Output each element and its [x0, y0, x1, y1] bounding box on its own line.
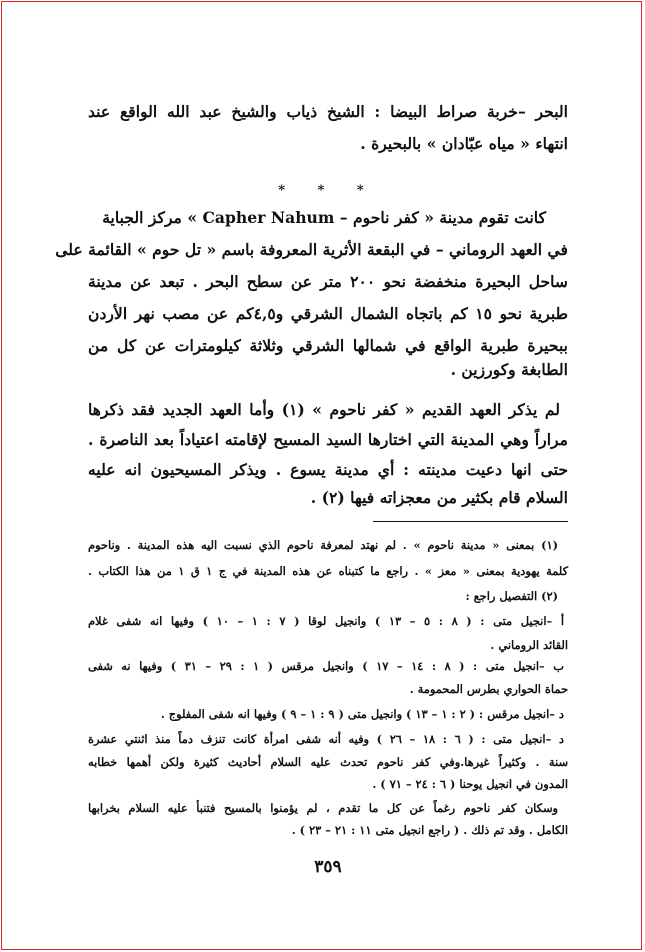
footnote-separator — [373, 521, 568, 522]
footnote-line: المدون في انجيل يوحنا ( ٦ : ٢٤ – ٧١ ) . — [372, 777, 568, 791]
text-line: السلام قام بكثير من معجزاته فيها (٢) . — [310, 488, 568, 507]
text-line: طبرية نحو ١٥ كم باتجاه الشمال الشرقي و٤,٥كم عن مصب نهر الأردن — [88, 304, 568, 323]
text-line: حتى انها دعيت مدينته : أي مدينة يسوع . ويذكر المسيحيون انه عليه — [88, 460, 568, 479]
text-line: مراراً وهي المدينة التي اختارها السيد المسيح لإقامته اعتياداً بعد الناصرة . — [88, 430, 568, 449]
footnote-line: ب –انجيل متى : ( ٨ : ١٤ – ١٧ ) وانجيل مرقس ( ١ : ٢٩ – ٣١ ) وفيها نه شفى — [88, 659, 564, 673]
text-line: ببحيرة طبرية الواقع في شمالها الشرقي وثلاثة كيلومترات عن كل من — [88, 336, 568, 355]
footnote-line: الكامل . وقد تم ذلك . ( راجع انجيل متى ١١ : ٢١ – ٢٣ ) . — [291, 823, 568, 837]
footnote-line: (١) بمعنى « مدينة ناحوم » . لم نهتد لمعرفة ناحوم الذي نسبت اليه هذه المدينة . وناحوم — [88, 538, 558, 552]
text-line: في العهد الروماني – في البقعة الأثرية المعروفة باسم « تل حوم » القائمة على — [55, 240, 568, 259]
footnote-line: (٢) التفصيل راجع : — [465, 589, 558, 603]
footnote-line: حماة الحواري بطرس المحمومة . — [409, 682, 568, 696]
footnote-line: د –انجيل متى : ( ٦ : ١٨ – ٢٦ ) وفيه أنه شفى امرأة كانت تنزف دماً منذ اثنتي عشرة — [88, 732, 564, 746]
text-line: الطابغة وكورزين . — [450, 360, 568, 379]
text-line: لم يذكر العهد القديم « كفر ناحوم » (١) وأما العهد الجديد فقد ذكرها — [88, 400, 560, 419]
page-number: ٣٥٩ — [314, 857, 342, 877]
text-line: انتهاء « مياه عبّادان » بالبحيرة . — [360, 134, 568, 153]
footnote-line: سنة . وكثيراً غيرها.وفي كفر ناحوم تحدث عليه السلام أحاديث كثيرة ولكن أهمها خطابه — [88, 755, 568, 769]
footnote-line: أ –انجيل متى : ( ٨ : ٥ – ١٣ ) وانجيل لوقا ( ٧ : ١ – ١٠ ) وفيها انه شفى غلام — [88, 614, 564, 628]
text-line: كانت تقوم مدينة « كفر ناحوم – Capher Nahum » مركز الجباية — [102, 208, 546, 227]
text-line: البحر –خربة صراط البيضا : الشيخ ذياب والشيخ عبد الله الواقع عند — [88, 102, 568, 121]
text-line: ساحل البحيرة منخفضة نحو ٢٠٠ متر عن سطح البحر . تبعد عن مدينة — [88, 272, 568, 291]
footnote-line: كلمة يهودية بمعنى « معز » . راجع ما كتبناه عن هذه المدينة في ج ١ ق ١ من هذا الكتاب . — [88, 564, 568, 578]
footnote-line: القائد الروماني . — [490, 638, 568, 652]
footnote-line: وسكان كفر ناحوم رغماً عن كل ما تقدم ، لم يؤمنوا بالمسيح فتنبأ عليه السلام بخرابها — [88, 801, 558, 815]
footnote-line: د –انجيل مرقس : ( ٢ : ١ – ١٣ ) وانجيل متى ( ٩ : ١ – ٩ ) وفيها انه شفى المفلوج . — [160, 707, 564, 721]
section-separator: * * * — [278, 183, 378, 198]
